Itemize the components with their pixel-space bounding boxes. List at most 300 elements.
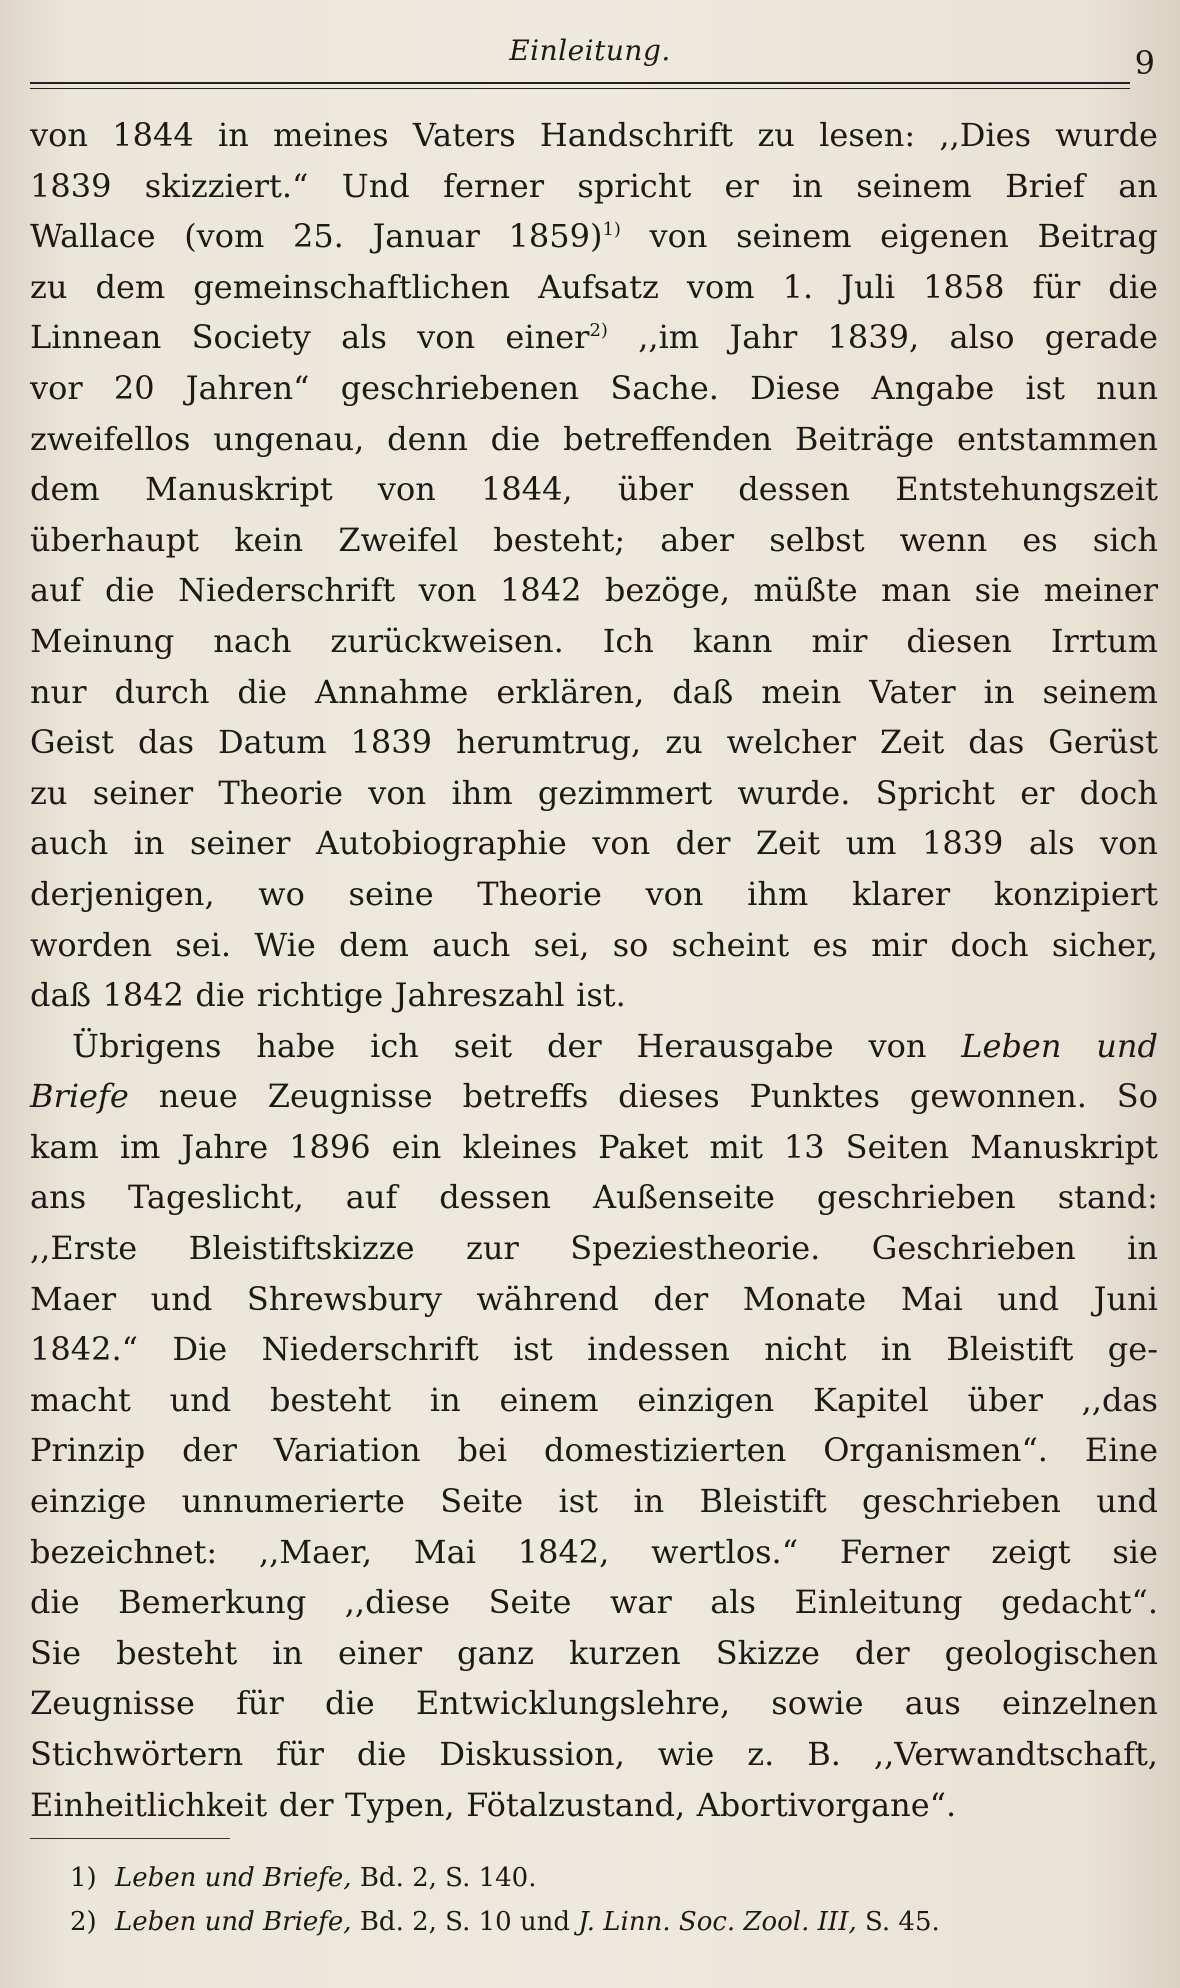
word: Monate xyxy=(742,1279,867,1318)
word: derjenigen, xyxy=(30,874,215,913)
word: erklären, xyxy=(496,672,645,711)
word: 1844, xyxy=(480,470,573,509)
word: ge- xyxy=(1107,1330,1158,1369)
word: von xyxy=(418,571,477,610)
word: Speziestheorie. xyxy=(570,1229,821,1268)
word: B. xyxy=(807,1735,841,1773)
word: dieses xyxy=(618,1077,720,1116)
word: der xyxy=(546,1026,602,1065)
footnote-ref-2[interactable]: 2) xyxy=(589,320,608,342)
word: Maer xyxy=(30,1279,117,1318)
word: Ferner xyxy=(839,1532,950,1571)
word: ist xyxy=(558,1482,599,1521)
word: geschrieben xyxy=(816,1178,1016,1217)
word: einem xyxy=(499,1380,599,1419)
word: wurde xyxy=(1055,116,1158,154)
word: ,,das xyxy=(1081,1380,1158,1419)
word: lesen: xyxy=(819,116,916,154)
word: bezeichnet: xyxy=(30,1532,218,1571)
word: unnumerierte xyxy=(181,1482,405,1521)
word: 1839 xyxy=(921,824,1004,863)
word: Angabe xyxy=(871,368,995,407)
word: Shrewsbury xyxy=(246,1279,442,1318)
word: entstammen xyxy=(957,419,1158,458)
word: Skizze xyxy=(715,1633,820,1672)
word: ,,Verwandtschaft, xyxy=(873,1735,1158,1773)
word: Jahre xyxy=(181,1127,269,1166)
word: z. xyxy=(747,1735,775,1773)
word: Spricht xyxy=(875,773,995,812)
word: die xyxy=(30,1583,80,1622)
header-rule-thin xyxy=(30,88,1130,89)
word: der xyxy=(278,1785,334,1824)
word: wertlos.“ xyxy=(651,1532,799,1571)
word: Vater xyxy=(869,672,956,711)
word: ans xyxy=(30,1178,87,1217)
word: besteht xyxy=(116,1633,238,1672)
word: Jahren“ xyxy=(185,368,310,407)
word: Entstehungszeit xyxy=(895,470,1158,509)
text-line xyxy=(30,211,1158,262)
word: Fötalzustand, xyxy=(466,1785,686,1824)
word: wo xyxy=(258,874,305,913)
word: ich xyxy=(370,1026,419,1065)
word: Irrtum xyxy=(1050,621,1158,660)
word: gerade xyxy=(1044,318,1158,357)
text-line xyxy=(30,312,1158,363)
body-text xyxy=(30,110,1158,1830)
text-line xyxy=(30,1628,1158,1679)
word: ungenau, xyxy=(213,419,365,458)
word: der xyxy=(653,1279,709,1318)
word: zurückweisen. xyxy=(330,621,564,660)
word: indessen xyxy=(587,1330,730,1369)
word: Brief xyxy=(1005,166,1085,205)
word: worden xyxy=(30,925,152,964)
word: Paket xyxy=(598,1127,689,1166)
word: von xyxy=(377,470,436,509)
word: von xyxy=(645,874,704,913)
word: einer$^{2)}$ xyxy=(505,318,608,357)
word: bezöge, xyxy=(604,571,731,610)
word: meiner xyxy=(1043,571,1158,610)
word: Übrigens xyxy=(72,1026,222,1065)
word: eigenen xyxy=(880,217,1009,256)
word: Herausgabe xyxy=(636,1026,834,1065)
word: 1859)$^{1)}$ xyxy=(508,217,621,256)
word: ,,im xyxy=(638,318,700,357)
word: Theorie xyxy=(218,773,344,812)
word: betreffs xyxy=(462,1077,589,1116)
text-line xyxy=(30,1021,1158,1072)
word: Linnean xyxy=(30,318,162,357)
word: Aufsatz xyxy=(538,267,659,306)
footnote-location: Bd. 2, S. 10 und xyxy=(359,1907,571,1937)
word: Prinzip xyxy=(30,1431,146,1470)
word: spricht xyxy=(577,166,692,205)
word: Manuskript xyxy=(970,1127,1158,1166)
word: so xyxy=(612,925,649,964)
word: in xyxy=(272,1633,304,1672)
word: kann xyxy=(692,621,773,660)
word: Niederschrift xyxy=(261,1330,479,1369)
word: Sache. xyxy=(610,368,719,407)
word: Die xyxy=(172,1330,228,1369)
text-line xyxy=(30,363,1158,414)
word: Manuskript xyxy=(144,470,333,509)
word: Annahme xyxy=(315,672,469,711)
text-line xyxy=(30,818,1158,869)
footnote-source: Leben und Briefe, xyxy=(114,1907,352,1937)
text-line xyxy=(30,1122,1158,1173)
word: dessen xyxy=(439,1178,552,1217)
word: diesen xyxy=(906,621,1012,660)
word: auch xyxy=(30,824,109,863)
word: stand: xyxy=(1057,1178,1158,1217)
word: zu xyxy=(757,116,795,154)
word: Datum xyxy=(218,723,327,762)
word: Eine xyxy=(1084,1431,1158,1470)
word: gedacht“. xyxy=(1001,1583,1158,1622)
word: ist. xyxy=(576,976,626,1015)
word: Bleistift xyxy=(946,1330,1074,1369)
footnote-rule xyxy=(30,1838,230,1839)
word: mir xyxy=(871,925,928,964)
word: welcher xyxy=(726,723,856,762)
word: besteht xyxy=(270,1380,392,1419)
word: und xyxy=(150,1279,213,1318)
word: So xyxy=(1116,1077,1158,1116)
word: selbst xyxy=(769,520,865,559)
word: geschriebenen xyxy=(340,368,580,407)
word: sich xyxy=(1092,520,1158,559)
word: und xyxy=(169,1380,232,1419)
word: seinem xyxy=(856,166,972,205)
footnote-source: Leben und Briefe, xyxy=(114,1863,352,1893)
word: Seiten xyxy=(845,1127,950,1166)
word: 1839, xyxy=(827,318,920,357)
word: nicht xyxy=(764,1330,847,1369)
footnote-2 xyxy=(30,1900,1158,1944)
word: die xyxy=(104,571,155,610)
word: 1842 xyxy=(102,976,184,1015)
text-line xyxy=(30,161,1158,212)
word: ,,Maer, xyxy=(258,1532,373,1571)
word: Society xyxy=(191,318,311,357)
word: von xyxy=(592,824,651,863)
word: und xyxy=(1096,1026,1158,1065)
word: Ich xyxy=(602,621,654,660)
word: durch xyxy=(114,672,210,711)
text-line xyxy=(30,1172,1158,1223)
header-rule xyxy=(30,82,1130,84)
word: Sie xyxy=(30,1633,82,1672)
text-line xyxy=(30,1678,1158,1729)
word: Tageslicht, xyxy=(128,1178,304,1217)
word: auf xyxy=(345,1178,398,1217)
page-number: 9 xyxy=(1134,44,1155,82)
word: in xyxy=(633,1482,665,1521)
word: Und xyxy=(341,166,410,205)
word: müßte xyxy=(753,571,858,610)
word: das xyxy=(968,723,1025,762)
footnote-ref-1[interactable]: 1) xyxy=(602,219,621,241)
word: Juli xyxy=(841,267,896,306)
word: wie xyxy=(657,1735,715,1773)
word: Januar xyxy=(372,217,480,256)
word: in xyxy=(880,1330,912,1369)
word: einer xyxy=(338,1633,423,1672)
word: wenn xyxy=(899,520,988,559)
word: betreffenden xyxy=(563,419,772,458)
word: kein xyxy=(234,520,304,559)
word: dem xyxy=(30,470,100,509)
word: konzipiert xyxy=(993,874,1158,913)
word: von xyxy=(30,116,88,154)
word: in xyxy=(429,1380,461,1419)
word: es xyxy=(812,925,848,964)
word: doch xyxy=(1079,773,1158,812)
word: geschrieben xyxy=(862,1482,1061,1521)
word: man xyxy=(881,571,952,610)
word: Mai xyxy=(900,1279,963,1318)
text-line xyxy=(30,717,1158,768)
word: als xyxy=(710,1583,756,1622)
word: die xyxy=(237,672,288,711)
word: Seite xyxy=(488,1583,572,1622)
word: Briefe xyxy=(30,1077,129,1116)
word: sie xyxy=(1112,1532,1158,1571)
word: ,,Erste xyxy=(30,1229,138,1268)
word: Beitrag xyxy=(1037,217,1158,256)
word: ,,Dies xyxy=(939,116,1031,154)
word: er xyxy=(724,166,759,205)
word: richtige xyxy=(256,976,384,1015)
word: mir xyxy=(811,621,868,660)
word: skizziert.“ xyxy=(144,166,309,205)
word: zur xyxy=(465,1229,519,1268)
word: Außenseite xyxy=(592,1178,775,1217)
word: habe xyxy=(256,1026,336,1065)
word: Wie xyxy=(254,925,316,964)
word: der xyxy=(675,824,731,863)
word: auf xyxy=(30,571,82,610)
text-line xyxy=(30,1527,1158,1578)
word: ihm xyxy=(747,874,809,913)
word: auch xyxy=(432,925,511,964)
word: Zeit xyxy=(755,824,821,863)
word: für xyxy=(276,1735,324,1773)
word: für xyxy=(1032,267,1081,306)
footnote-number: 2) xyxy=(70,1907,97,1937)
word: die xyxy=(490,419,541,458)
word: Kapitel xyxy=(813,1380,929,1419)
word: Punktes xyxy=(749,1077,880,1116)
word: gezimmert xyxy=(537,773,713,812)
word: ,,diese xyxy=(344,1583,451,1622)
word: 20 xyxy=(113,368,155,407)
text-line xyxy=(30,1476,1158,1527)
word: also xyxy=(949,318,1015,357)
word: die xyxy=(1108,267,1158,306)
word: seit xyxy=(453,1026,513,1065)
word: macht xyxy=(30,1380,131,1419)
word: es xyxy=(1022,520,1058,559)
word: in xyxy=(1127,1229,1158,1268)
word: ist xyxy=(513,1330,553,1369)
word: um xyxy=(845,824,897,863)
word: für xyxy=(236,1684,284,1723)
word: ein xyxy=(391,1127,442,1166)
text-line xyxy=(30,1223,1158,1274)
word: scheint xyxy=(671,925,790,964)
word: zu xyxy=(30,773,68,812)
word: Diskussion, xyxy=(439,1735,625,1773)
word: Gerüst xyxy=(1048,723,1158,762)
word: Bleistiftskizze xyxy=(188,1229,415,1268)
word: vom xyxy=(686,267,755,306)
word: seiner xyxy=(189,824,291,863)
word: geologischen xyxy=(944,1633,1158,1672)
word: Einleitung xyxy=(794,1583,963,1622)
word: Jahr xyxy=(729,318,798,357)
word: von xyxy=(649,217,708,256)
word: Abortivorgane“. xyxy=(696,1785,957,1824)
text-line xyxy=(30,970,1158,1021)
word: 25. xyxy=(292,217,344,256)
word: zeigt xyxy=(991,1532,1071,1571)
word: Beiträge xyxy=(794,419,935,458)
word: nach xyxy=(213,621,292,660)
word: Zweifel xyxy=(338,520,459,559)
word: Niederschrift xyxy=(178,571,396,610)
word: ist xyxy=(1025,368,1065,407)
word: von xyxy=(1100,824,1158,863)
word: aber xyxy=(660,520,735,559)
text-line xyxy=(30,414,1158,465)
text-line xyxy=(30,1375,1158,1426)
word: einzelnen xyxy=(1002,1684,1158,1723)
word: Geist xyxy=(30,723,115,762)
word: meines xyxy=(273,116,389,154)
word: einzigen xyxy=(637,1380,775,1419)
word: und xyxy=(1096,1482,1158,1521)
running-head-title: Einleitung. xyxy=(509,34,671,67)
word: mit xyxy=(709,1127,763,1166)
word: Einheitlichkeit xyxy=(30,1785,268,1824)
word: Vaters xyxy=(412,116,516,154)
word: seinem xyxy=(736,217,852,256)
word: während xyxy=(476,1279,619,1318)
text-line xyxy=(30,768,1158,819)
text-line xyxy=(30,920,1158,971)
word: die xyxy=(356,1735,407,1773)
text-line xyxy=(30,616,1158,667)
word: sie xyxy=(974,571,1021,610)
word: wurde. xyxy=(737,773,851,812)
word: Leben xyxy=(961,1026,1062,1065)
word: Theorie xyxy=(477,874,602,913)
word: denn xyxy=(387,419,468,458)
word: sowie xyxy=(771,1684,864,1723)
word: ferner xyxy=(443,166,545,205)
word: seiner xyxy=(92,773,194,812)
word: 1. xyxy=(782,267,814,306)
word: vor xyxy=(30,368,83,407)
word: Seite xyxy=(440,1482,524,1521)
word: aus xyxy=(904,1684,961,1723)
word: zweifellos xyxy=(30,419,191,458)
word: Variation xyxy=(273,1431,421,1470)
word: gewonnen. xyxy=(909,1077,1087,1116)
word: herumtrug, xyxy=(455,723,642,762)
word: 13 xyxy=(783,1127,825,1166)
word: domestizierten xyxy=(544,1431,787,1470)
word: Juni xyxy=(1093,1279,1158,1318)
word: ihm xyxy=(451,773,513,812)
word: Zeugnisse xyxy=(267,1077,433,1116)
footnote-number: 1) xyxy=(70,1863,97,1893)
word: Zeit xyxy=(880,723,945,762)
word: gemeinschaftlichen xyxy=(193,267,511,306)
running-head xyxy=(0,32,1180,92)
word: und xyxy=(997,1279,1060,1318)
footnote-source-2: J. Linn. Soc. Zool. III, xyxy=(578,1907,857,1937)
word: besteht; xyxy=(493,520,626,559)
text-line xyxy=(30,515,1158,566)
text-line xyxy=(30,262,1158,313)
text-line xyxy=(30,667,1158,718)
word: Organismen“. xyxy=(823,1431,1048,1470)
word: von xyxy=(417,318,476,357)
word: in xyxy=(133,824,165,863)
footnote-location: Bd. 2, S. 140. xyxy=(359,1863,537,1893)
word: 1842 xyxy=(500,571,582,610)
text-line xyxy=(30,1425,1158,1476)
word: von xyxy=(368,773,427,812)
word: dessen xyxy=(738,470,851,509)
word: in xyxy=(792,166,823,205)
word: im xyxy=(119,1127,161,1166)
word: Mai xyxy=(413,1532,476,1571)
word: 1896 xyxy=(289,1127,371,1166)
word: zu xyxy=(30,267,68,306)
word: einzige xyxy=(30,1482,147,1521)
word: die xyxy=(195,976,246,1015)
word: der xyxy=(182,1431,237,1470)
word: sei. xyxy=(175,925,232,964)
word: Zeugnisse xyxy=(30,1684,195,1723)
footnote-1 xyxy=(30,1856,1158,1900)
word: war xyxy=(609,1583,672,1622)
word: Stichwörtern xyxy=(30,1735,244,1773)
word: Typen, xyxy=(345,1785,455,1824)
word: zu xyxy=(665,723,703,762)
word: klarer xyxy=(851,874,951,913)
word: ganz xyxy=(457,1633,535,1672)
word: über xyxy=(617,470,694,509)
text-line xyxy=(30,1071,1158,1122)
word: Meinung xyxy=(30,621,175,660)
word: Geschrieben xyxy=(871,1229,1076,1268)
word: in xyxy=(217,116,249,154)
word: über xyxy=(967,1380,1043,1419)
text-line xyxy=(30,1729,1158,1780)
word: sei, xyxy=(533,925,590,964)
word: dem xyxy=(339,925,409,964)
word: kleines xyxy=(462,1127,578,1166)
word: doch xyxy=(950,925,1029,964)
